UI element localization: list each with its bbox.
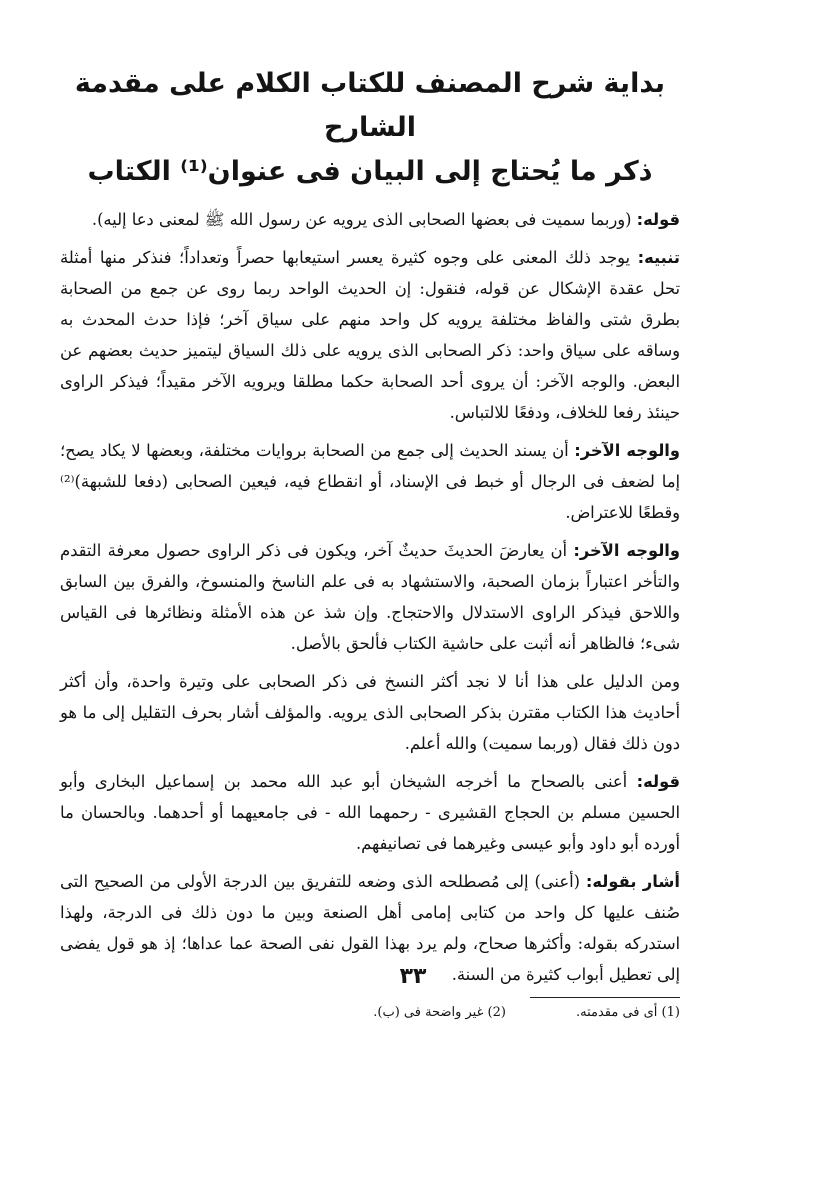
paragraph-1 <box>60 204 680 235</box>
paragraph-3-text: أن يسند الحديث إلى جمع من الصحابة بروايات مختلفة، وبعضها لا يكاد يصح؛ إما لضعف فى الرجال أو خبط فى الإسناد، أو انقطاع فيه، فيعين الصحابى (دفعا للشبهة)⁽²⁾ وقطعًا للاعتراض. <box>60 441 680 522</box>
paragraph-5 <box>60 666 680 759</box>
paragraph-7-label: أشار بقوله: <box>585 872 680 891</box>
footnotes <box>60 1002 680 1024</box>
page-body <box>60 60 680 1024</box>
paragraph-1-text: (وربما سميت فى بعضها الصحابى الذى يرويه عن رسول الله ﷺ لمعنى دعا إليه). <box>91 210 637 229</box>
paragraph-5-text: ومن الدليل على هذا أنا لا نجد أكثر النسخ فى ذكر الصحابى على وتيرة واحدة، وأن أكثر أحاديث هذا الكتاب مقترن بذكر الصحابى الذى يرويه. والمؤلف أشار بحرف التقليل إلى ما هو دون ذلك فقال (وربما سميت) والله أعلم. <box>60 672 680 753</box>
footnote-2: (2) غير واضحة فى (ب). <box>373 1005 506 1020</box>
page-number: ٣٣ <box>399 964 427 989</box>
chapter-heading-line2: ذكر ما يُحتاج إلى البيان فى عنوان⁽¹⁾ الكتاب <box>87 156 653 187</box>
paragraph-1-label: قوله: <box>636 210 680 229</box>
paragraph-3-label: والوجه الآخر: <box>574 441 681 460</box>
paragraph-6-label: قوله: <box>636 772 680 791</box>
paragraph-7-text: (أعنى) إلى مُصطلحه الذى وضعه للتفريق بين الدرجة الأولى من الصحيح التى صُنف عليها كل واحد من كتابى إمامى أهل الصنعة وبين ما دون ذلك فى الدرجة، ولهذا استدركه بقوله: وأكثرها صحاح، ولم يرد بهذا القول نفى الصحة عما عداها؛ إذ هو قول يفضى إلى تعطيل أبواب كثيرة من السنة. <box>60 872 680 984</box>
paragraph-6-text: أعنى بالصحاح ما أخرجه الشيخان أبو عبد الله محمد بن إسماعيل البخارى وأبو الحسين مسلم بن الحجاج القشيرى - رحمهما الله - فى جامعيهما أو أحدهما. وبالحسان ما أورده أبو داود وأبو عيسى وغيرهما فى تصانيفهم. <box>60 772 680 853</box>
footnote-1: (1) أى فى مقدمته. <box>575 1005 680 1020</box>
paragraph-4-label: والوجه الآخر: <box>573 541 681 560</box>
paragraph-2 <box>60 242 680 428</box>
paragraph-2-label: تنبيه: <box>637 248 680 267</box>
paragraph-4-text: أن يعارضَ الحديثَ حديثٌ آخر، ويكون فى ذكر الراوى حصول معرفة التقدم والتأخر اعتباراً بزمان الصحبة، والاستشهاد به فى علم الناسخ والمنسوخ، والفرق بين السابق واللاحق فيذكر الراوى الاستدلال والاحتجاج. وإن شذ عن هذه الأمثلة ونظائرها فى القياس شىء؛ فالظاهر أنه أثبت على حاشية الكتاب فألحق بالأصل. <box>60 541 680 653</box>
paragraph-4 <box>60 535 680 659</box>
footnote-divider <box>530 997 680 998</box>
paragraph-2-text: يوجد ذلك المعنى على وجوه كثيرة يعسر استيعابها حصراً وتعداداً؛ فنذكر منها أمثلة تحل عقدة الإشكال عن قوله، فنقول: إن الحديث الواحد ربما روى عن جمع من الصحابة بطرق شتى والفاظ مختلفة يرويه كل واحد منهم على سياق آخر؛ فإذا حدث المحدث به وساقه على سياق واحد: ذكر الصحابى الذى يرويه على ذلك السياق ليتميز حديث بعضهم عن البعض. والوجه الآخر: أن يروى أحد الصحابة حكما مطلقا ويرويه الآخر مقيداً؛ فيذكر الراوى حينئذ رفعا للخلاف، ودفعًا للالتباس. <box>60 248 680 422</box>
paragraph-3 <box>60 435 680 528</box>
paragraph-6 <box>60 766 680 859</box>
chapter-heading-line1: بداية شرح المصنف للكتاب الكلام على مقدمة الشارح <box>74 68 666 143</box>
